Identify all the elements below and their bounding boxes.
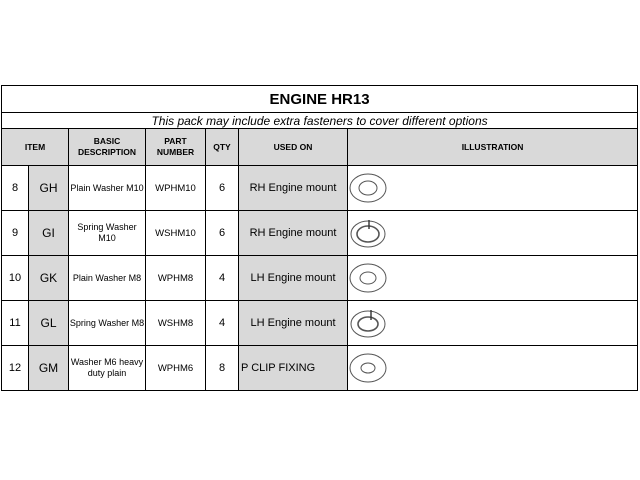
used-on: RH Engine mount [239, 211, 348, 256]
plain-washer-icon [348, 352, 388, 384]
row-number: 10 [2, 256, 29, 301]
header-part-number: PART NUMBER [146, 129, 206, 166]
basic-description: Plain Washer M10 [69, 166, 146, 211]
spring-washer-icon [348, 217, 388, 249]
row-number: 9 [2, 211, 29, 256]
quantity: 8 [206, 346, 239, 391]
basic-description: Washer M6 heavy duty plain [69, 346, 146, 391]
basic-description: Spring Washer M8 [69, 301, 146, 346]
illustration-cell [348, 166, 638, 211]
part-number: WPHM8 [146, 256, 206, 301]
basic-description: Plain Washer M8 [69, 256, 146, 301]
header-item: ITEM [2, 129, 69, 166]
used-on: LH Engine mount [239, 256, 348, 301]
parts-sheet [1, 85, 637, 391]
table-row [2, 301, 638, 346]
quantity: 6 [206, 211, 239, 256]
quantity: 4 [206, 301, 239, 346]
plain-washer-icon [348, 172, 388, 204]
header-illustration: ILLUSTRATION [348, 129, 638, 166]
plain-washer-icon [348, 262, 388, 294]
used-on: RH Engine mount [239, 166, 348, 211]
row-number: 12 [2, 346, 29, 391]
table-subtitle: This pack may include extra fasteners to cover different options [2, 113, 638, 129]
item-code: GM [29, 346, 69, 391]
part-number: WPHM6 [146, 346, 206, 391]
illustration-cell [348, 346, 638, 391]
spring-washer-icon [348, 307, 388, 339]
illustration-cell [348, 301, 638, 346]
table-row [2, 256, 638, 301]
illustration-cell [348, 256, 638, 301]
header-basic-description: BASIC DESCRIPTION [69, 129, 146, 166]
row-number: 11 [2, 301, 29, 346]
item-code: GH [29, 166, 69, 211]
used-on: LH Engine mount [239, 301, 348, 346]
item-code: GL [29, 301, 69, 346]
row-number: 8 [2, 166, 29, 211]
header-used-on: USED ON [239, 129, 348, 166]
item-code: GI [29, 211, 69, 256]
basic-description: Spring Washer M10 [69, 211, 146, 256]
parts-table [1, 85, 638, 391]
part-number: WPHM10 [146, 166, 206, 211]
item-code: GK [29, 256, 69, 301]
quantity: 4 [206, 256, 239, 301]
part-number: WSHM10 [146, 211, 206, 256]
used-on: P CLIP FIXING [239, 346, 348, 391]
table-row [2, 166, 638, 211]
part-number: WSHM8 [146, 301, 206, 346]
table-title: ENGINE HR13 [2, 86, 638, 113]
quantity: 6 [206, 166, 239, 211]
illustration-cell [348, 211, 638, 256]
header-qty: QTY [206, 129, 239, 166]
table-row [2, 211, 638, 256]
table-row [2, 346, 638, 391]
